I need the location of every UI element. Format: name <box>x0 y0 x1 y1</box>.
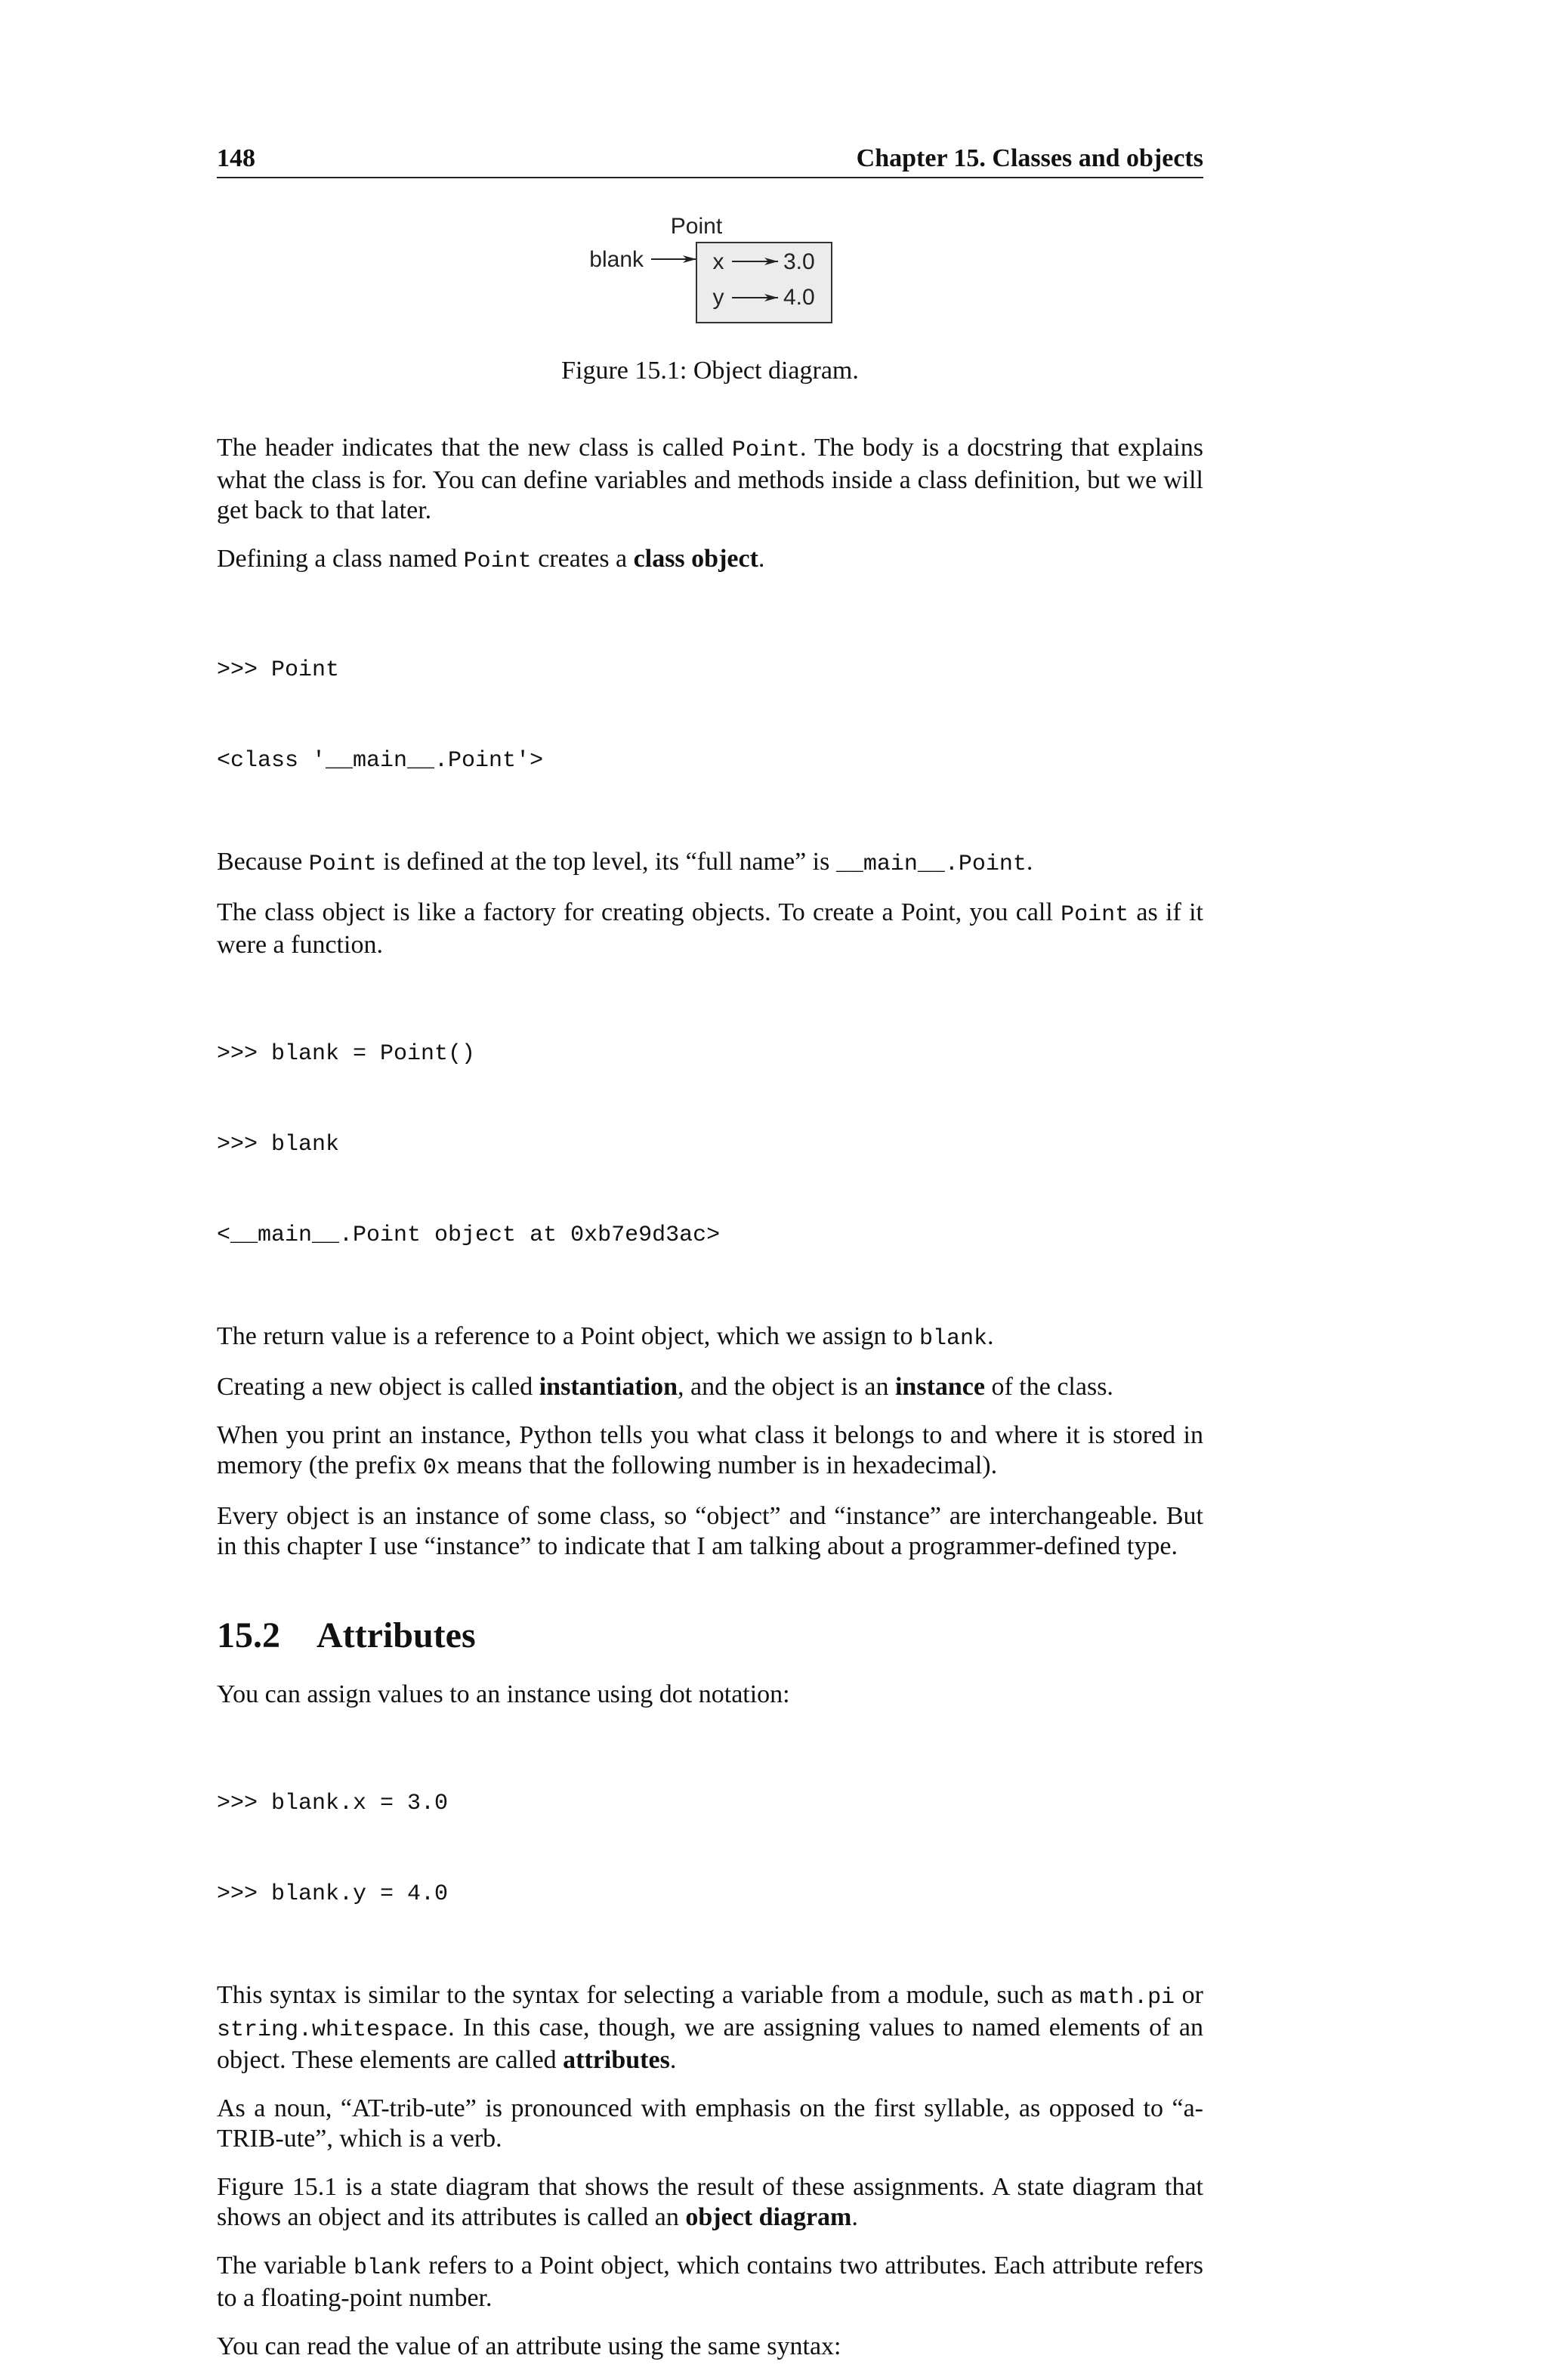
attribute-x-value: 3.0 <box>783 249 815 274</box>
code-block <box>217 595 1203 836</box>
code-block <box>217 978 1203 1311</box>
inline-code: Point <box>731 437 800 463</box>
code-line: >>> blank.y = 4.0 <box>217 1881 449 1907</box>
figure-caption: Figure 15.1: Object diagram. <box>561 357 859 385</box>
inline-code: Point <box>1061 902 1129 928</box>
paragraph: Creating a new object is called instantiation, and the object is an instance of the class. <box>217 1373 1113 1401</box>
inline-code: 0x <box>422 1455 450 1481</box>
term: class object <box>633 545 758 573</box>
term: instantiation <box>539 1373 678 1401</box>
code-line: <__main__.Point object at 0xb7e9d3ac> <box>217 1222 721 1248</box>
section-number: 15.2 <box>217 1615 280 1655</box>
code-block <box>217 1728 1203 1970</box>
attribute-y-value: 4.0 <box>783 285 815 310</box>
inline-code: Point <box>463 549 532 574</box>
paragraph: Figure 15.1 is a state diagram that shows the result of these assignments. A state diagram that shows an object and its attributes is called an object diagram. <box>217 2173 1203 2231</box>
term: instance <box>894 1373 985 1401</box>
paragraph: As a noun, “AT-trib-ute” is pronounced with emphasis on the first syllable, as opposed to “a-TRIB-ute”, which is a verb. <box>217 2094 1203 2153</box>
term: object diagram <box>685 2203 852 2231</box>
diagram-class-label: Point <box>670 214 723 239</box>
section-heading <box>217 1615 1203 1657</box>
paragraph: Defining a class named Point creates a class object. <box>217 545 765 574</box>
main-text <box>217 433 1203 2380</box>
paragraph: You can read the value of an attribute using the same syntax: <box>217 2332 841 2360</box>
paragraph: The class object is like a factory for creating objects. To create a Point, you call Point as if it were a function. <box>217 898 1203 959</box>
chapter-title: Chapter 15. Classes and objects <box>856 144 1203 172</box>
paragraph: When you print an instance, Python tells you what class it belongs to and where it is stored in memory (the prefix 0x means that the following number is in hexadecimal). <box>217 1421 1203 1481</box>
paragraph: The return value is a reference to a Point object, which we assign to blank. <box>217 1322 994 1352</box>
section-title: Attributes <box>317 1615 476 1655</box>
code-line: >>> blank = Point() <box>217 1041 476 1067</box>
paragraph: The header indicates that the new class is called Point. The body is a docstring that explains what the class is for. You can define variables and methods inside a class definition, but we will get back to that later. <box>217 434 1203 524</box>
code-line: >>> Point <box>217 657 340 683</box>
paragraph: Because Point is defined at the top level, its “full name” is __main__.Point. <box>217 848 1033 877</box>
inline-code: string.whitespace <box>217 2017 449 2043</box>
inline-code: blank <box>353 2255 421 2281</box>
code-line: >>> blank.x = 3.0 <box>217 1791 449 1816</box>
attribute-x-name: x <box>712 249 724 274</box>
inline-code: math.pi <box>1079 1985 1175 2011</box>
diagram-variable-label: blank <box>589 247 644 272</box>
paragraph: The variable blank refers to a Point object, which contains two attributes. Each attribute refers to a floating-point number. <box>217 2252 1203 2312</box>
code-line: >>> blank <box>217 1132 340 1158</box>
paragraph: This syntax is similar to the syntax for selecting a variable from a module, such as math.pi or string.whitespace. In this case, though, we are assigning values to named elements of an object. These elements are called attributes. <box>217 1981 1203 2074</box>
attribute-y-name: y <box>712 285 724 310</box>
code-line: <class '__main__.Point'> <box>217 748 544 774</box>
running-head <box>217 144 1203 178</box>
inline-code: Point <box>308 852 377 877</box>
page-number: 148 <box>217 144 255 172</box>
paragraph: You can assign values to an instance using dot notation: <box>217 1680 790 1708</box>
paragraph: Every object is an instance of some class, so “object” and “instance” are interchangeable. But in this chapter I use “instance” to indicate that I am talking about a programmer-defined type. <box>217 1502 1203 1560</box>
inline-code: __main__.Point <box>835 852 1027 877</box>
inline-code: blank <box>919 1326 987 1352</box>
term: attributes <box>563 2046 670 2074</box>
